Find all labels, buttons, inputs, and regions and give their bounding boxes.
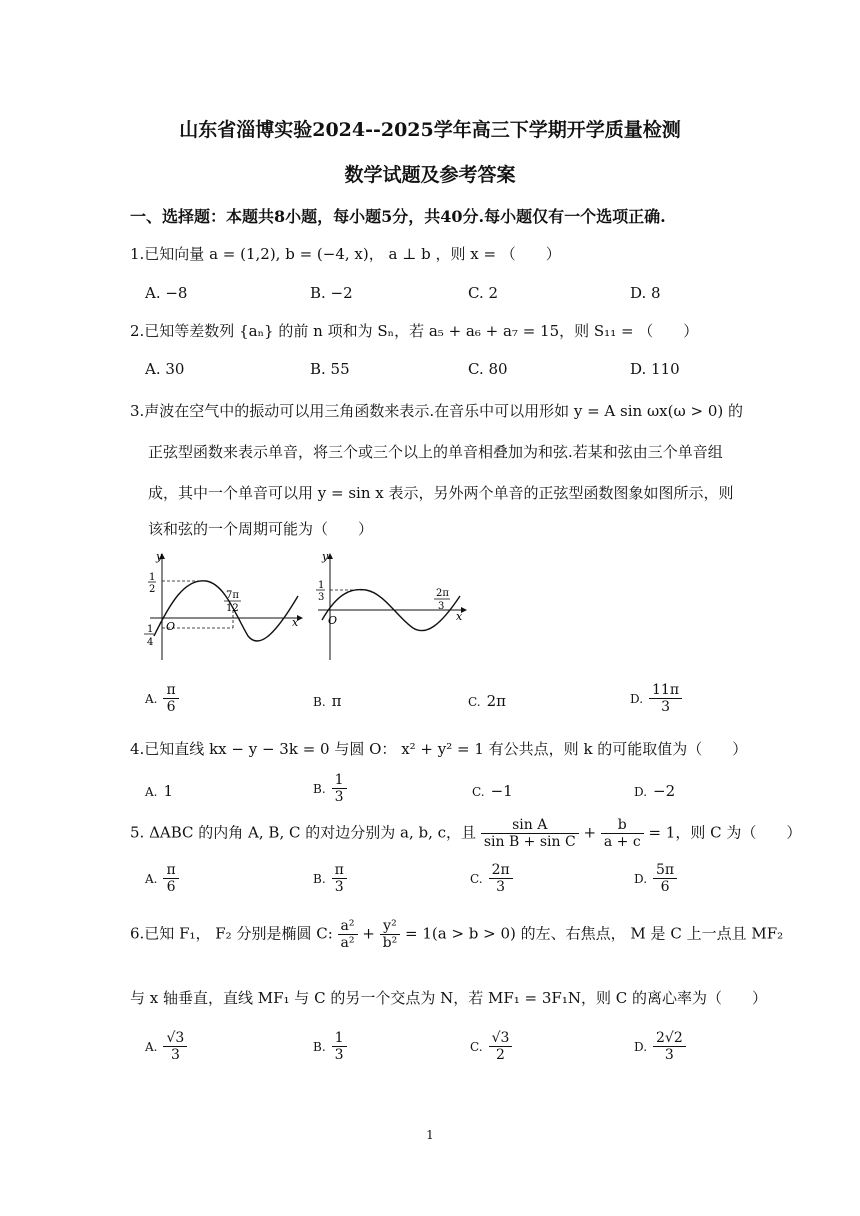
question-6-stem-line-1: 6.已知 F₁， F₂ 分别是椭圆 C: $\frac{\text{a²}}{\text{a²}}$ + $\frac{\text{y²}}{\text{b²}}$ = 1(a > b > 0) 的左、右焦点， M 是 C 上一点且 MF₂ (130, 918, 784, 952)
g2-xval-den: 3 (438, 601, 445, 612)
question-6-stem-line-2: 与 x 轴垂直，直线 MF₁ 与 C 的另一个交点为 N，若 MF₁ = 3F₁N，则 C 的离心率为（ ） (130, 989, 767, 1007)
page-subtitle: 数学试题及参考答案 (344, 164, 516, 186)
q2-option-d: D. 110 (630, 360, 680, 378)
page-title: 山东省淄博实验2024--2025学年高三下学期开学质量检测 (179, 119, 681, 141)
g1-xval-num: 7π (226, 590, 239, 601)
g2-y-label: y (322, 550, 329, 563)
question-1-stem: 1.已知向量 a = (1,2), b = (−4, x)， a ⊥ b ，则 x = （ ） (130, 245, 561, 263)
q1-option-c: C. 2 (468, 284, 499, 302)
question-3-stem-line-1: 3.声波在空气中的振动可以用三角函数来表示.在音乐中可以用形如 y = A sin ωx(ω > 0) 的 (130, 402, 743, 420)
q5-option-a: A. $\frac{\pi}{6}$ (145, 862, 179, 895)
g2-xval-num: 2π (436, 588, 449, 599)
question-5-stem: 5. ΔABC 的内角 A, B, C 的对边分别为 a, b, c，且 $\frac{\text{sin A}}{\text{sin B + sin C}}$ + $\frac{b}{a + c}$ = 1，则 C 为（ ） (130, 817, 802, 851)
q3-option-a: A. $\frac{\pi}{6}$ (145, 682, 179, 715)
q3-option-d: D. $\frac{11\pi}{3}$ (630, 682, 682, 715)
q4-option-a: A. 1 (145, 782, 174, 800)
q1-option-b: B. −2 (310, 284, 353, 302)
q4-option-b: B. $\frac{1}{3}$ (313, 772, 347, 805)
g1-xval-den: 12 (226, 603, 239, 614)
g1-x-label: x (292, 616, 299, 629)
q2-option-c: C. 80 (468, 360, 508, 378)
g2-ytop-den: 3 (318, 592, 325, 603)
question-3-stem-line-3: 成，其中一个单音可以用 y = sin x 表示，另外两个单音的正弦型函数图象如图所示，则 (148, 484, 734, 502)
q1-option-a: A. −8 (145, 284, 188, 302)
g2-x-label: x (456, 610, 463, 623)
sine-graph-2 (308, 548, 473, 663)
question-2-stem: 2.已知等差数列 {aₙ} 的前 n 项和为 Sₙ，若 a₅ + a₆ + a₇ = 15，则 S₁₁ = （ ） (130, 322, 699, 340)
question-4-stem: 4.已知直线 kx − y − 3k = 0 与圆 O： x² + y² = 1 有公共点，则 k 的可能取值为（ ） (130, 740, 748, 758)
g1-ytop-num: 1 (149, 572, 156, 583)
g1-ybot-num: 1 (147, 624, 154, 635)
g1-ybot-den: 4 (147, 637, 154, 648)
g2-ytop-num: 1 (318, 580, 325, 591)
q3-option-c: C. 2π (468, 692, 506, 710)
q1-option-d: D. 8 (630, 284, 661, 302)
page-number: 1 (426, 1128, 434, 1142)
q6-option-b: B. $\frac{1}{3}$ (313, 1030, 347, 1063)
q5-option-c: C. $\frac{2\pi}{3}$ (470, 862, 513, 895)
q6-option-c: C. $\frac{√3}{2}$ (470, 1030, 512, 1063)
q5-option-d: D. $\frac{5\pi}{6}$ (634, 862, 677, 895)
q5-option-b: B. $\frac{\pi}{3}$ (313, 862, 347, 895)
sine-graph-1 (140, 548, 310, 663)
q6-option-d: D. $\frac{2√2}{3}$ (634, 1030, 686, 1063)
g1-y-label: y (156, 550, 163, 563)
g2-origin-label: O (328, 614, 338, 627)
q4-option-d: D. −2 (634, 782, 676, 800)
g1-origin-label: O (166, 620, 176, 633)
q6-option-a: A. $\frac{√3}{3}$ (145, 1030, 187, 1063)
q4-option-c: C. −1 (472, 782, 513, 800)
q2-option-a: A. 30 (145, 360, 185, 378)
g1-ytop-den: 2 (149, 584, 156, 595)
q2-option-b: B. 55 (310, 360, 350, 378)
question-3-stem-line-2: 正弦型函数来表示单音，将三个或三个以上的单音相叠加为和弦.若某和弦由三个单音组 (148, 443, 723, 461)
q3-option-b: B. π (313, 692, 342, 710)
question-3-stem-line-4: 该和弦的一个周期可能为（ ） (148, 520, 374, 538)
section-heading: 一、选择题：本题共8小题，每小题5分，共40分.每小题仅有一个选项正确. (130, 207, 666, 226)
